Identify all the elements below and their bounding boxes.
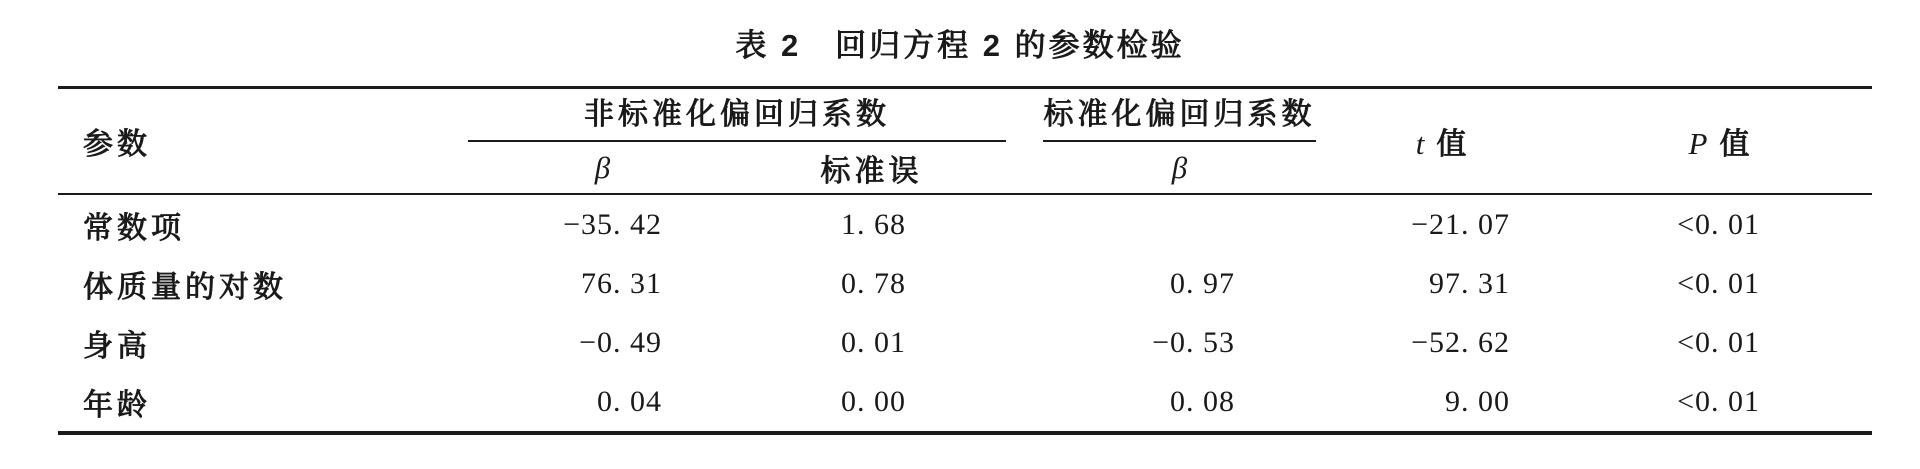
cell-t: −52. 62 — [1411, 325, 1510, 359]
cell-beta — [1006, 194, 1316, 254]
row-label: 体质量的对数 — [83, 270, 287, 304]
column-group-unstandardized — [468, 88, 1006, 143]
cell-se: 0. 78 — [841, 266, 906, 300]
subcolumn-header-beta-unstandardized: β — [594, 149, 611, 185]
cell-b: −0. 49 — [579, 325, 662, 359]
subcolumn-header-standard-error: 标准误 — [820, 154, 923, 188]
table-header — [58, 88, 1872, 195]
cell-t: 9. 00 — [1445, 384, 1510, 418]
table-row-height — [58, 313, 1872, 372]
column-group-standardized — [1006, 88, 1316, 143]
subcolumn-header-beta-standardized: β — [1171, 149, 1188, 185]
regression-parameter-table — [58, 86, 1872, 435]
table-container — [58, 86, 1872, 435]
t-value-label: 值 — [1436, 128, 1471, 161]
cell-t: 97. 31 — [1429, 266, 1510, 300]
cell-p: <0. 01 — [1677, 266, 1760, 300]
column-header-p-value — [1570, 88, 1872, 195]
cell-p: <0. 01 — [1677, 325, 1760, 359]
table-body — [58, 194, 1872, 433]
table-row-constant — [58, 194, 1872, 254]
cell-beta: −0. 53 — [1152, 325, 1235, 359]
row-label: 常数项 — [83, 211, 185, 245]
cell-se: 0. 00 — [841, 384, 906, 418]
column-group-unstandardized-label: 非标准化偏回归系数 — [584, 98, 890, 131]
column-group-standardized-label: 标准化偏回归系数 — [1043, 98, 1316, 131]
cell-p: <0. 01 — [1677, 384, 1760, 418]
column-header-parameter: 参数 — [83, 128, 151, 161]
table-title: 表 2 回归方程 2 的参数检验 — [735, 28, 1185, 63]
cell-t: −21. 07 — [1411, 207, 1510, 241]
row-label: 年龄 — [83, 388, 151, 422]
row-label: 身高 — [83, 329, 151, 363]
cell-se: 1. 68 — [841, 207, 906, 241]
cell-se: 0. 01 — [841, 325, 906, 359]
cell-b: 76. 31 — [581, 266, 662, 300]
cell-beta: 0. 08 — [1170, 384, 1235, 418]
cell-p: <0. 01 — [1677, 207, 1760, 241]
cell-b: −35. 42 — [563, 207, 662, 241]
cell-b: 0. 04 — [597, 384, 662, 418]
cell-beta: 0. 97 — [1170, 266, 1235, 300]
p-value-label: 值 — [1719, 128, 1754, 161]
t-symbol: t — [1415, 126, 1425, 161]
p-symbol: P — [1688, 126, 1708, 161]
column-header-t-value — [1316, 88, 1570, 195]
header-group-row — [58, 88, 1872, 143]
table-row-age — [58, 372, 1872, 433]
table-row-log-body-mass — [58, 254, 1872, 313]
